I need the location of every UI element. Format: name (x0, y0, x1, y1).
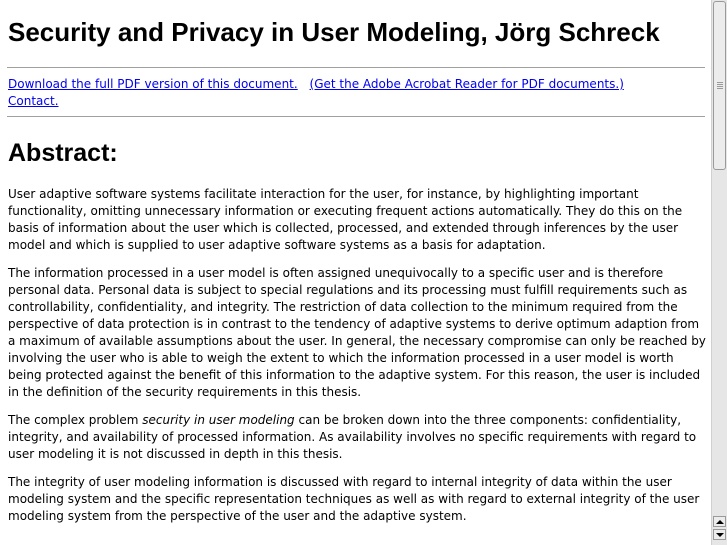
scrollbar-thumb[interactable] (713, 1, 726, 170)
divider-bottom (7, 116, 705, 117)
scroll-up-button[interactable] (713, 516, 726, 527)
abstract-heading: Abstract: (8, 139, 118, 167)
acrobat-reader-link[interactable]: (Get the Adobe Acrobat Reader for PDF documents.) (309, 77, 624, 91)
vertical-scrollbar[interactable] (711, 0, 727, 545)
arrow-up-icon (716, 520, 724, 524)
arrow-down-icon (716, 533, 724, 537)
abstract-body (8, 186, 708, 536)
abstract-paragraph-3 (8, 412, 708, 463)
abstract-paragraph-4: The integrity of user modeling information is discussed with regard to internal integrity of data within the user modeling system and the specific representation techniques as well as with regard to external integrity of the user modeling system from the perspective of the user and the adaptive system. (8, 475, 700, 523)
scrollbar-grip-icon (717, 82, 723, 90)
divider-top (7, 67, 705, 68)
paragraph-3-lead: The complex problem (8, 413, 143, 427)
pdf-download-link[interactable]: Download the full PDF version of this document. (8, 77, 298, 91)
page-title: Security and Privacy in User Modeling, Jörg Schreck (8, 17, 660, 47)
contact-link[interactable]: Contact. (8, 94, 59, 108)
paragraph-3-rest: can be broken down into the three components: confidentiality, integrity, and availability of processed information. As availability involves no specific requirements with regard to user modeling it is not discussed in depth in this thesis. (8, 413, 697, 461)
abstract-paragraph-2: The information processed in a user model is often assigned unequivocally to a specific user and is therefore personal data. Personal data is subject to special regulations and its processing must fulfill requirements such as controllability, confidentiality, and integrity. The restriction of data collection to the minimum required from the perspective of data protection is in contrast to the tendency of adaptive systems to derive optimum adaption from a maximum of available assumptions about the user. In general, the necessary compromise can only be reached by involving the user who is able to weigh the extent to which the information processed in a user model is worth being protected against the benefit of this information to the adaptive system. For this reason, the user is included in the definition of the security requirements in this thesis. (8, 266, 706, 399)
paragraph-3-emphasis: security in user modeling (142, 413, 295, 427)
links-section (8, 76, 624, 110)
abstract-paragraph-1: User adaptive software systems facilitate interaction for the user, for instance, by highlighting important functionality, omitting unnecessary information or executing frequent actions automatically. They do this on the basis of information about the user which is collected, processed, and extended through inferences by the user model and which is supplied to user adaptive software systems as a basis for adaptation. (8, 187, 683, 252)
scroll-down-button[interactable] (713, 529, 726, 540)
